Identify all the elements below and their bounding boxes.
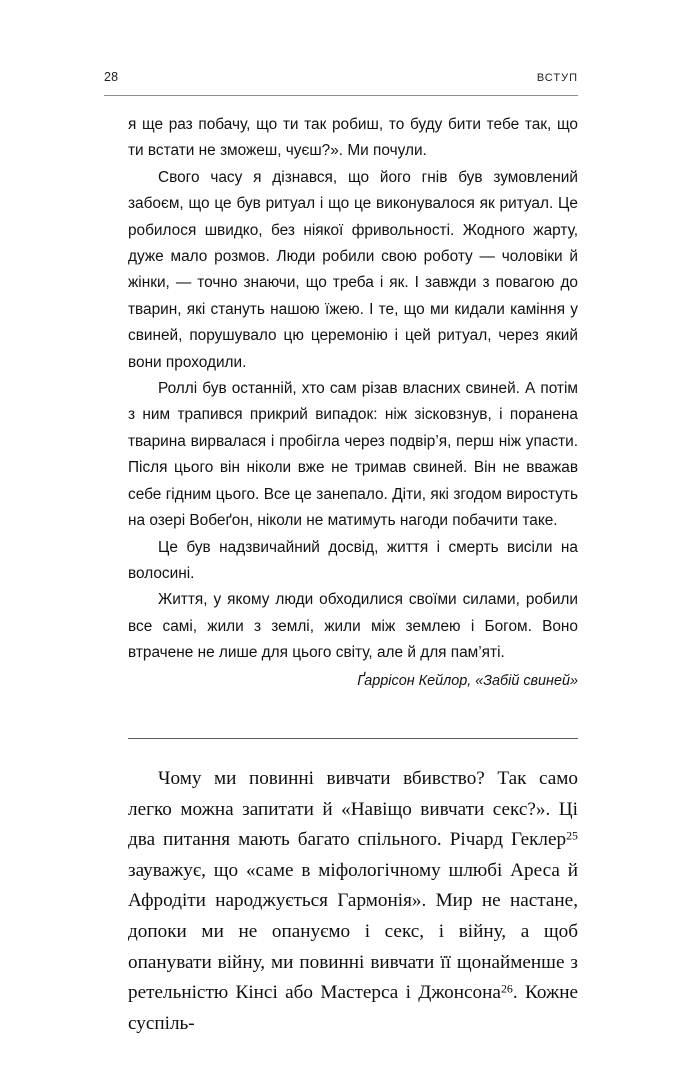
- body-text-tail: . Кожне суспіль-: [128, 982, 578, 1034]
- page-number: 28: [104, 70, 119, 84]
- epigraph-paragraph: Життя, у якому люди обходилися своїми силами, робили все самі, жили з землі, жили між землею і Богом. Воно втрачене не лише для цього світу, але й для пам’яті.: [128, 591, 578, 662]
- chapter-title: ВСТУП: [536, 72, 578, 84]
- epigraph-paragraph: Роллі був останній, хто сам різав власних свиней. А потім з ним трапився прикрий випадок: ніж зісковзнув, і поранена тварина вирвалася і пробігла через подвір’я, перш ніж упасти. Після цього він ніколи вже не тримав свиней. Він не вважав себе гідним цього. Все це занепало. Діти, які згодом виростуть на озері Вобеґон, ніколи не матимуть нагоди побачити таке.: [128, 380, 578, 530]
- body-text-lead: Чому ми повинні вивчати вбивство? Так само легко можна запитати й «Навіщо вивчати секс?». Ці два питання мають багато спільного. Річард Геклер: [128, 768, 578, 851]
- epigraph-attribution: Ґаррісон Кейлор, «Забій свиней»: [357, 672, 578, 689]
- footnote-marker-25[interactable]: 25: [566, 828, 578, 843]
- epigraph-paragraph: Це був надзвичайний досвід, життя і смерть висіли на волосині.: [128, 538, 578, 582]
- running-head: [104, 70, 578, 84]
- epigraph-block: [128, 112, 578, 694]
- body-text-mid: зауважує, що «саме в міфологічному шлюбі Ареса й Афродіти народжується Гармонія». Мир не настане, допоки ми не опануємо і секс, і війну, а щоб опанувати війну, ми повинні вивчати її щонайменше з ретельністю Кінсі або Мастерса і Джонсона: [128, 859, 578, 1004]
- body-paragraph: [128, 764, 578, 1039]
- epigraph-paragraph: Свого часу я дізнався, що його гнів був зумовлений забоєм, що це був ритуал і що це виконувалося як ритуал. Це робилося швидко, без ніякої фривольності. Жодного жарту, дуже мало розмов. Люди робили свою роботу — чоловіки й жінки, — точно знаючи, що треба і як. І завжди з повагою до тварин, які стануть нашою їжею. І те, що ми кидали каміння у свиней, порушувало цю церемонію і цей ритуал, через який вони проходили.: [128, 168, 578, 371]
- header-divider: [104, 95, 578, 96]
- footnote-marker-26[interactable]: 26: [500, 981, 513, 996]
- section-divider: [128, 738, 578, 739]
- body-text-block: [128, 764, 578, 1039]
- epigraph-paragraph: я ще раз побачу, що ти так робиш, то буду бити тебе так, що ти встати не зможеш, чуєш?». Ми почули.: [128, 116, 578, 160]
